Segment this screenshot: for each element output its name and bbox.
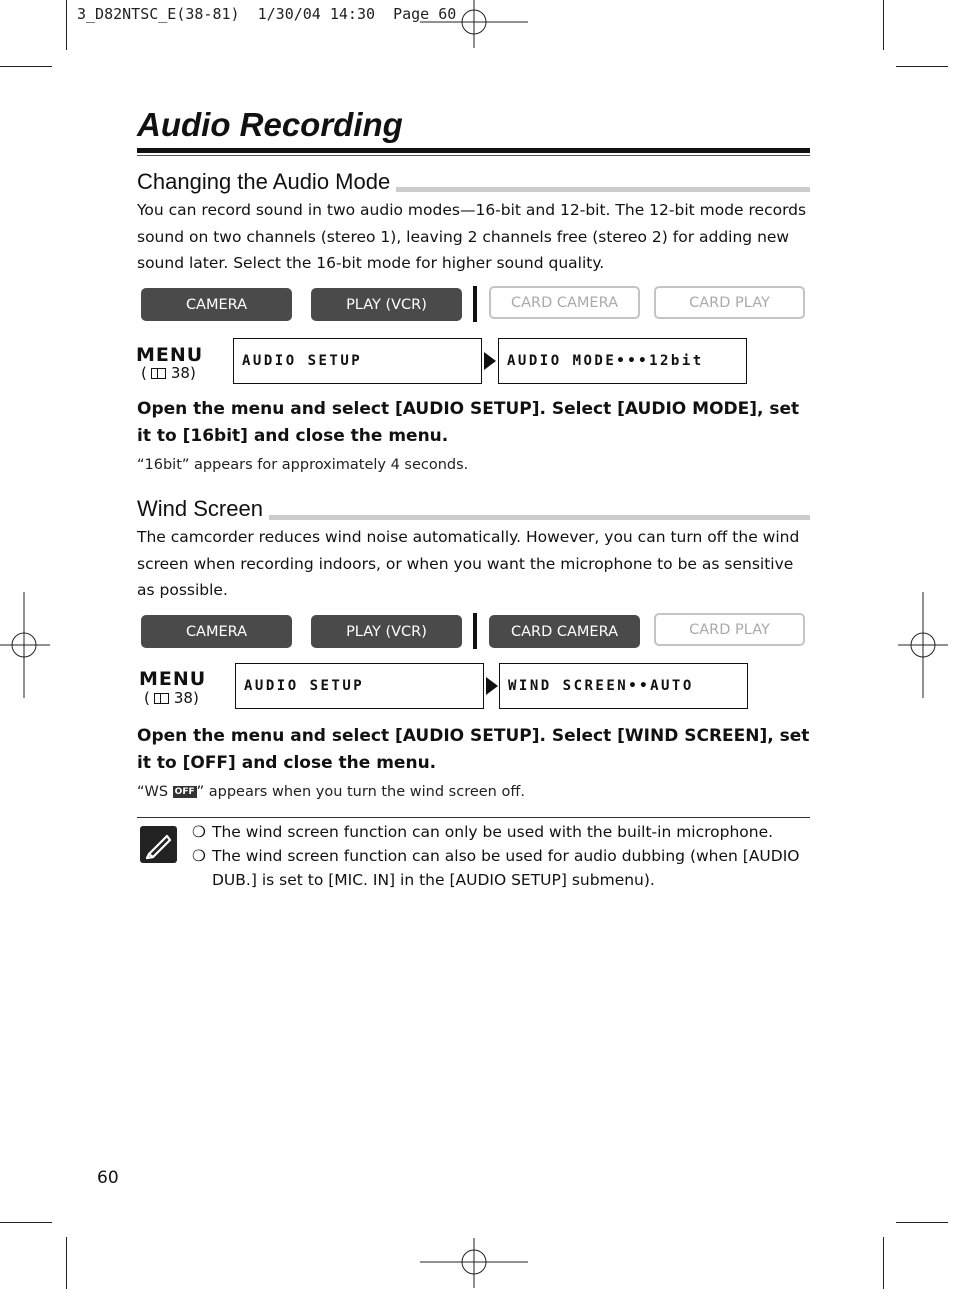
crop-mark bbox=[883, 1237, 884, 1289]
note-item bbox=[192, 844, 799, 868]
lcd-menu-audio-mode: AUDIO MODE•••12bit bbox=[498, 338, 747, 384]
note-text: The wind screen function can only be used with the built-in microphone. bbox=[212, 823, 774, 841]
lcd-menu-wind-screen: WIND SCREEN••AUTO bbox=[499, 663, 748, 709]
display-note bbox=[137, 784, 525, 800]
crop-mark bbox=[0, 66, 52, 67]
print-slug: 3_D82NTSC_E(38-81) 1/30/04 14:30 Page 60 bbox=[77, 5, 457, 23]
note-text: The wind screen function can also be used for audio dubbing (when [AUDIO bbox=[212, 847, 800, 865]
section-intro: The camcorder reduces wind noise automatically. However, you can turn off the wind screen when recording indoors, or when you want the microphone to be as sensitive as possible. bbox=[137, 528, 800, 599]
note-before: “WS bbox=[137, 784, 173, 800]
registration-mark-bottom bbox=[420, 1238, 528, 1288]
mode-divider bbox=[473, 286, 477, 322]
mode-camera: CAMERA bbox=[141, 615, 292, 648]
mode-divider bbox=[473, 613, 477, 649]
pencil-note-icon bbox=[140, 826, 177, 863]
note-after: ” appears when you turn the wind screen off. bbox=[196, 784, 525, 800]
menu-logo: MENU bbox=[136, 344, 204, 366]
note-text: DUB.] is set to [MIC. IN] in the [AUDIO SETUP] submenu). bbox=[212, 871, 655, 889]
note-item-continued bbox=[212, 868, 655, 892]
note-item bbox=[192, 820, 773, 844]
display-note: “16bit” appears for approximately 4 seconds. bbox=[137, 457, 469, 473]
arrow-right-icon bbox=[486, 677, 498, 695]
lcd-menu-audio-setup: AUDIO SETUP bbox=[233, 338, 482, 384]
book-icon bbox=[151, 368, 166, 379]
notes-rule bbox=[137, 817, 810, 818]
mode-card-camera: CARD CAMERA bbox=[489, 615, 640, 648]
ref-page: 38) bbox=[173, 689, 199, 707]
instruction-text: Open the menu and select [AUDIO SETUP]. Select [WIND SCREEN], set it to [OFF] and close the menu. bbox=[137, 726, 810, 773]
ref-open: ( bbox=[144, 689, 150, 707]
registration-mark-top bbox=[420, 0, 528, 48]
mode-play-vcr: PLAY (VCR) bbox=[311, 615, 462, 648]
crop-mark bbox=[896, 1222, 948, 1223]
crop-mark bbox=[896, 66, 948, 67]
registration-mark-left bbox=[0, 592, 50, 698]
instruction-text: Open the menu and select [AUDIO SETUP]. Select [AUDIO MODE], set it to [16bit] and close the menu. bbox=[137, 399, 800, 446]
crop-mark bbox=[66, 0, 67, 50]
section-intro: You can record sound in two audio modes—16-bit and 12-bit. The 12-bit mode records sound on two channels (stereo 1), leaving 2 channels free (stereo 2) for adding new sound later. Select the 16-bit mode for higher sound quality. bbox=[137, 201, 807, 272]
bullet-mark: ❍ bbox=[192, 847, 206, 865]
page-reference bbox=[141, 364, 196, 382]
menu-logo: MENU bbox=[139, 668, 207, 690]
arrow-right-icon bbox=[484, 352, 496, 370]
page-title: Audio Recording bbox=[137, 106, 403, 143]
mode-play-vcr: PLAY (VCR) bbox=[311, 288, 462, 321]
crop-mark bbox=[66, 1237, 67, 1289]
lcd-menu-audio-setup: AUDIO SETUP bbox=[235, 663, 484, 709]
page-number: 60 bbox=[97, 1168, 119, 1188]
title-rule bbox=[137, 148, 810, 153]
registration-mark-right bbox=[898, 592, 948, 698]
mode-camera: CAMERA bbox=[141, 288, 292, 321]
ref-page: 38) bbox=[170, 364, 196, 382]
crop-mark bbox=[0, 1222, 52, 1223]
section-heading-audio-mode: Changing the Audio Mode bbox=[137, 169, 396, 195]
mode-card-play: CARD PLAY bbox=[654, 613, 805, 646]
section-heading-wind-screen: Wind Screen bbox=[137, 496, 269, 522]
book-icon bbox=[154, 693, 169, 704]
off-icon: OFF bbox=[174, 787, 195, 797]
page-reference bbox=[144, 689, 199, 707]
bullet-mark: ❍ bbox=[192, 823, 206, 841]
mode-card-play: CARD PLAY bbox=[654, 286, 805, 319]
ref-open: ( bbox=[141, 364, 147, 382]
mode-card-camera: CARD CAMERA bbox=[489, 286, 640, 319]
crop-mark bbox=[883, 0, 884, 50]
title-rule-thin bbox=[137, 155, 810, 156]
